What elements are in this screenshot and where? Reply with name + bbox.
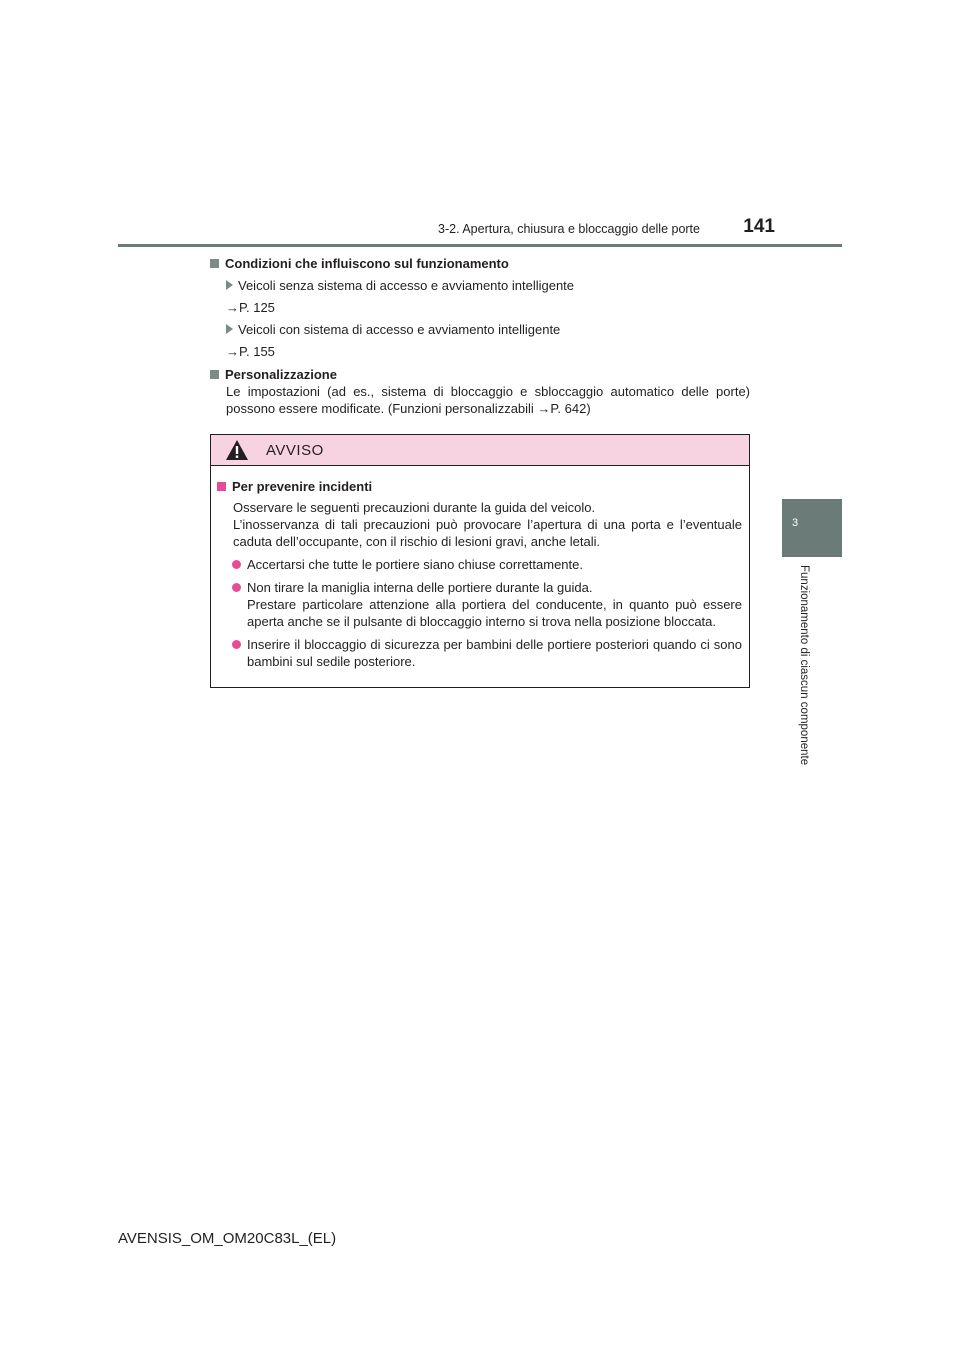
square-bullet-icon: [217, 482, 226, 491]
warning-text: Osservare le seguenti precauzioni durante la guida del veicolo.: [233, 500, 596, 515]
warning-text: L’inosservanza di tali precauzioni può provocare l’apertura di una porta e l’eventuale caduta dell’occupante, con il rischio di lesioni gravi, anche letali.: [233, 517, 742, 549]
square-bullet-icon: [210, 259, 219, 268]
square-bullet-icon: [210, 370, 219, 379]
section-header: 3-2. Apertura, chiusura e bloccaggio delle porte: [438, 222, 700, 236]
dot-bullet-icon: [232, 583, 241, 592]
warning-box: [210, 434, 750, 688]
warning-title: AVVISO: [266, 442, 324, 459]
warning-bullet: [217, 579, 742, 630]
page-reference[interactable]: →P. 155: [226, 344, 275, 359]
document-code: AVENSIS_OM_OM20C83L_(EL): [118, 1230, 337, 1247]
warning-bullet-text: Prestare particolare attenzione alla portiera del conducente, in quanto può essere aperta anche se il pulsante di bloccaggio interno si trova nella posizione bloccata.: [247, 597, 742, 629]
list-item: [210, 321, 750, 338]
warning-bullet-text: Inserire il bloccaggio di sicurezza per bambini delle portiere posteriori quando ci sono bambini sul sedile posteriore.: [247, 637, 742, 669]
list-item-text: Veicoli senza sistema di accesso e avviamento intelligente: [238, 278, 575, 293]
warning-bullet-text: Accertarsi che tutte le portiere siano chiuse correttamente.: [247, 557, 583, 572]
page-reference[interactable]: →P. 125: [226, 300, 275, 315]
section-heading-text: Condizioni che influiscono sul funzionamento: [225, 256, 509, 271]
warning-icon: [225, 439, 249, 461]
warning-bullet-text: Non tirare la maniglia interna delle portiere durante la guida.: [247, 580, 593, 595]
page-number: 141: [743, 216, 775, 237]
list-item: [210, 277, 750, 294]
warning-body: [211, 466, 749, 670]
warning-heading: [217, 478, 742, 495]
header-rule: [118, 244, 842, 247]
dot-bullet-icon: [232, 640, 241, 649]
chapter-tab-label: Funzionamento di ciascun componente: [798, 565, 810, 766]
chapter-tab-number: 3: [791, 517, 799, 529]
triangle-bullet-icon: [226, 324, 233, 334]
main-content: [210, 255, 750, 417]
dot-bullet-icon: [232, 560, 241, 569]
warning-bullet: [217, 556, 742, 573]
section-heading-text: Personalizzazione: [225, 367, 337, 382]
section-heading: [210, 366, 750, 383]
paragraph: Le impostazioni (ad es., sistema di bloccaggio e sbloccaggio automatico delle porte) possono essere modificate. (Funzioni personalizzabili →P. 642): [226, 384, 750, 416]
list-item-text: Veicoli con sistema di accesso e avviamento intelligente: [238, 322, 561, 337]
warning-bullet: [217, 636, 742, 670]
warning-header: [211, 435, 749, 466]
warning-heading-text: Per prevenire incidenti: [232, 479, 373, 494]
section-heading: [210, 255, 750, 272]
triangle-bullet-icon: [226, 280, 233, 290]
